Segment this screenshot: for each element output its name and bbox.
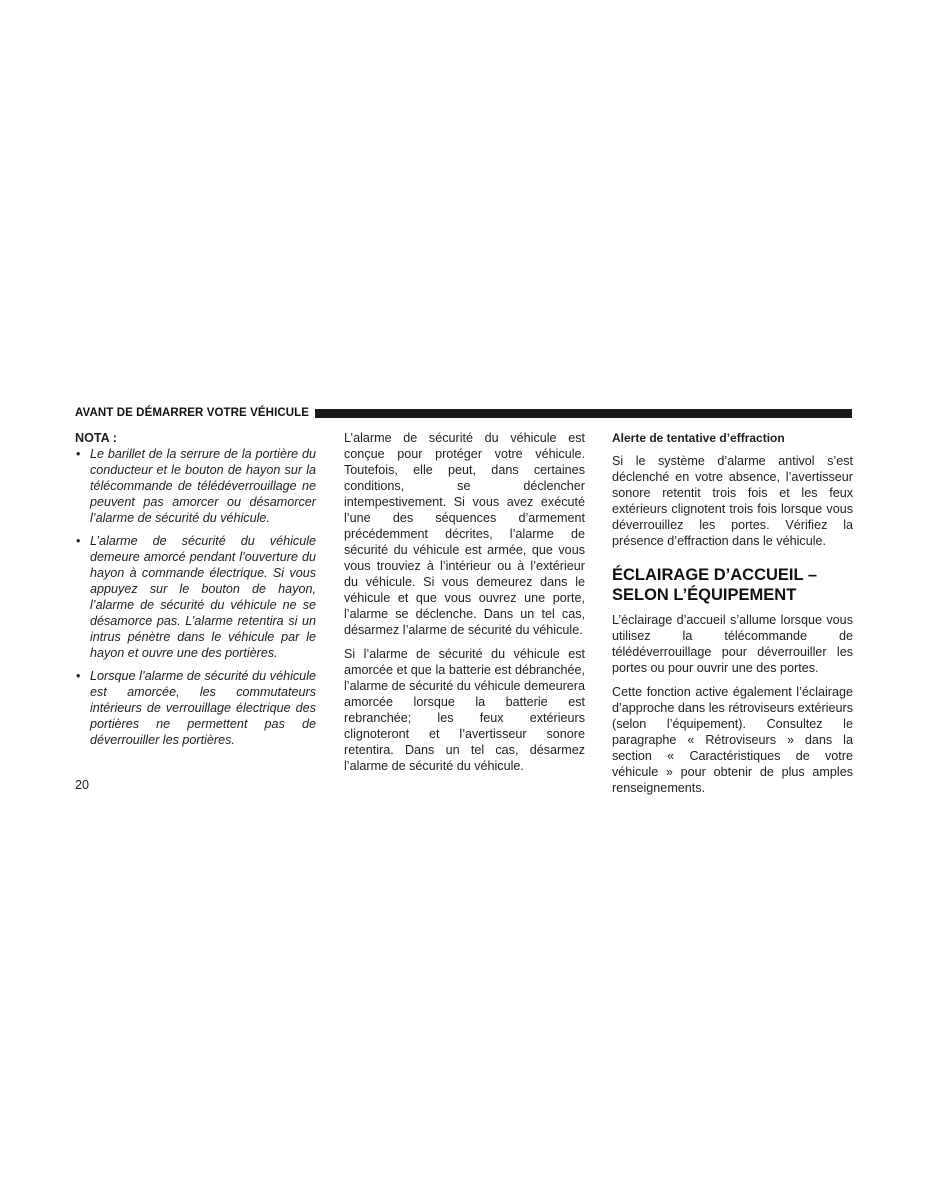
nota-bullet-item	[75, 446, 316, 526]
bullet-icon: •	[76, 447, 81, 461]
body-paragraph: Si l’alarme de sécurité du véhicule est amorcée et que la batterie est débranchée, l’alarme de sécurité du véhicule demeurera amorcée lorsque la batterie est rebranchée; les feux extérieurs clignoteront et l’avertisseur sonore retentira. Dans un tel cas, désarmez l’alarme de sécurité du véhicule.	[344, 647, 585, 773]
header-title: AVANT DE DÉMARRER VOTRE VÉHICULE	[75, 407, 310, 419]
nota-bullet-item	[75, 533, 316, 661]
body-paragraph: Cette fonction active également l’éclairage d’approche dans les rétroviseurs extérieurs (selon l’équipement). Consultez le paragraphe « Rétroviseurs » dans la section « Caractéristiques de votre véhicule » pour obtenir de plus amples renseignements.	[612, 685, 853, 795]
page-number: 20	[75, 778, 90, 792]
bullet-icon: •	[76, 669, 81, 683]
nota-bullet-list	[75, 446, 316, 748]
section-title	[612, 565, 853, 605]
column-right	[612, 430, 853, 804]
column-left	[75, 430, 316, 755]
nota-label: NOTA :	[75, 431, 117, 445]
body-paragraph: Si le système d’alarme antivol s’est déclenché en votre absence, l’avertisseur sonore retentit trois fois et les feux extérieurs clignotent trois fois lorsque vous déverrouillez les portes. Vérifiez la présence d’effraction dans le véhicule.	[612, 454, 853, 548]
nota-bullet-text: Le barillet de la serrure de la portière du conducteur et le bouton de hayon sur la télécommande de télédéverrouillage ne peuvent pas amorcer ou désamorcer l’alarme de sécurité du véhicule.	[90, 447, 316, 525]
nota-bullet-text: L’alarme de sécurité du véhicule demeure amorcé pendant l’ouverture du hayon à commande électrique. Si vous appuyez sur le bouton de hayon, l’alarme de sécurité du véhicule ne se désamorce pas. L’alarme retentira si un intrus pénètre dans le véhicule par le hayon et ouvre une des portières.	[90, 534, 316, 660]
section-title-line: SELON L’ÉQUIPEMENT	[612, 586, 797, 604]
bullet-icon: •	[76, 534, 81, 548]
section-title-line: ÉCLAIRAGE D’ACCUEIL –	[612, 566, 818, 584]
running-header	[75, 405, 852, 421]
body-paragraph: L’alarme de sécurité du véhicule est conçue pour protéger votre véhicule. Toutefois, elle peut, dans certaines conditions, se déclencher intempestivement. Si vous avez exécuté l’une des séquences d’armement précédemment décrites, l’alarme de sécurité du véhicule est armée, que vous vous trouviez à l’intérieur ou à l’extérieur du véhicule. Si vous demeurez dans le véhicule et que vous ouvrez une porte, l’alarme se déclenche. Dans un tel cas, désarmez l’alarme de sécurité du véhicule.	[344, 431, 585, 637]
nota-bullet-text: Lorsque l’alarme de sécurité du véhicule est amorcée, les commutateurs intérieurs de verrouillage électrique des portières ne permettent pas de déverrouiller les portières.	[90, 669, 316, 747]
header-rule	[315, 409, 852, 418]
column-middle	[344, 430, 585, 782]
body-paragraph: L’éclairage d’accueil s’allume lorsque vous utilisez la télécommande de télédéverrouillage pour déverrouiller les portes ou pour ouvrir une des portes.	[612, 613, 853, 675]
subheading-break-in-alert: Alerte de tentative d’effraction	[612, 431, 785, 445]
nota-bullet-item	[75, 668, 316, 748]
